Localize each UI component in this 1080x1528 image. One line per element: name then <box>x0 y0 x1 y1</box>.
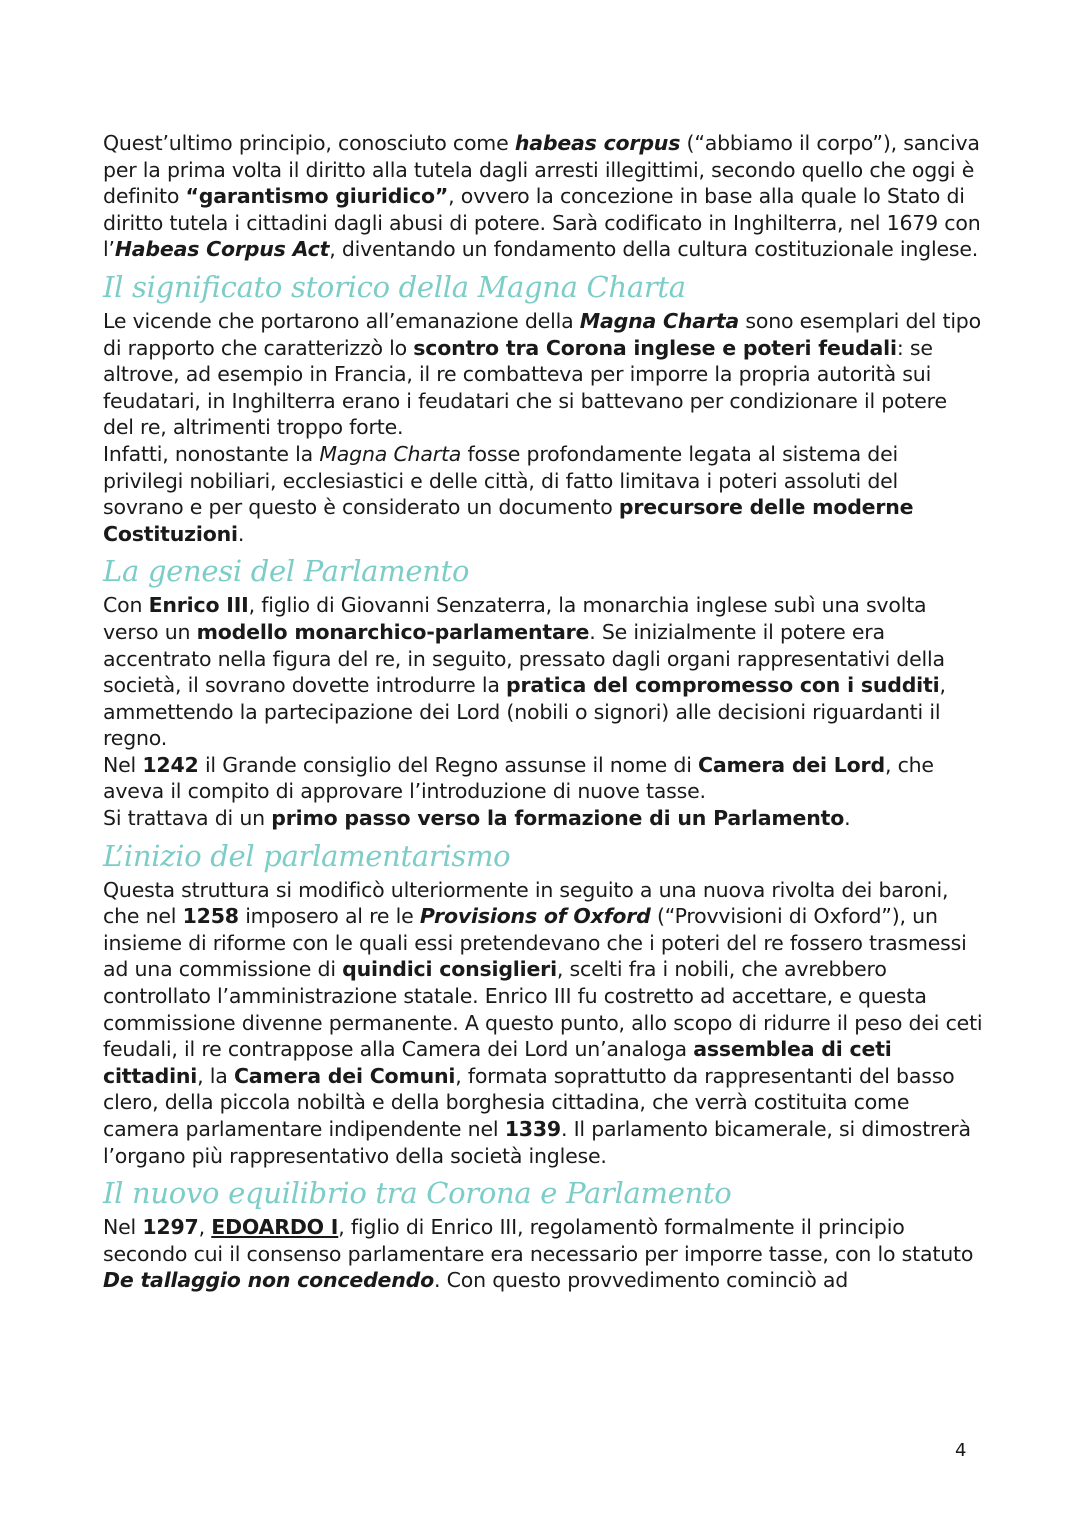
paragraph-primo-passo: Si trattava di un primo passo verso la formazione di un Parlamento. <box>103 806 851 831</box>
heading-genesi-parlamento: La genesi del Parlamento <box>103 554 470 589</box>
paragraph-1242: Nel 1242 il Grande consiglio del Regno assunse il nome di Camera dei Lord, che aveva il compito di approvare l’introduzione di nuove tasse. <box>103 752 934 804</box>
heading-nuovo-equilibrio: Il nuovo equilibrio tra Corona e Parlamento <box>103 1176 732 1211</box>
heading-inizio-parlamentarismo: L’inizio del parlamentarismo <box>103 838 511 873</box>
paragraph-habeas-corpus: Quest’ultimo principio, conosciuto come habeas corpus (“abbiamo il corpo”), sanciva per la prima volta il diritto alla tutela dagli arresti illegittimi, secondo quello che oggi è definito “garantismo giuridico”, ovvero la concezione in base alla quale lo Stato di diritto tutela i cittadini dagli abusi di potere. Sarà codificato in Inghilterra, nel 1679 con l’Habeas Corpus Act, diventando un fondamento della cultura costituzionale inglese. <box>103 131 981 262</box>
paragraph-enrico-iii: Con Enrico III, figlio di Giovanni Senzaterra, la monarchia inglese subì una svolta verso un modello monarchico-parlamentare. Se inizialmente il potere era accentrato nella figura del re, in seguito, pressato dagli organi rappresentativi della società, il sovrano dovette introdurre la pratica del compromesso con i sudditi, ammettendo la partecipazione dei Lord (nobili o signori) alle decisioni riguardanti il regno. <box>103 593 946 751</box>
page-content <box>103 130 983 1294</box>
paragraph-struttura: Questa struttura si modificò ulteriormente in seguito a una nuova rivolta dei baroni, che nel 1258 imposero al re le Provisions of Oxford (“Provvisioni di Oxford”), un insieme di riforme con le quali essi pretendevano che i poteri del re fossero trasmessi ad una commissione di quindici consiglieri, scelti fra i nobili, che avrebbero controllato l’amministrazione statale. Enrico III fu costretto ad accettare, e questa commissione divenne permanente. A questo punto, allo scopo di ridurre il peso dei ceti feudali, il re contrappose alla Camera dei Lord un’analoga assemblea di ceti cittadini, la Camera dei Comuni, formata soprattutto da rappresentanti del basso clero, della piccola nobiltà e della borghesia cittadina, che verrà costituita come camera parlamentare indipendente nel 1339. Il parlamento bicamerale, si dimostrerà l’organo più rappresentativo della società inglese. <box>103 877 983 1168</box>
paragraph-vicende: Le vicende che portarono all’emanazione della Magna Charta sono esemplari del tipo di rapporto che caratterizzò lo scontro tra Corona inglese e poteri feudali: se altrove, ad esempio in Francia, il re combatteva per imporre la propria autorità sui feudatari, in Inghilterra erano i feudatari che si battevano per condizionare il potere del re, altrimenti troppo forte. <box>103 308 981 440</box>
page-number: 4 <box>955 1440 967 1461</box>
paragraph-infatti: Infatti, nonostante la Magna Charta fosse profondamente legata al sistema dei privilegi nobiliari, ecclesiastici e delle città, di fatto limitava i poteri assoluti del sovrano e per questo è considerato un documento precursore delle moderne Costituzioni. <box>103 441 914 546</box>
paragraph-1297: Nel 1297, EDOARDO I, figlio di Enrico III, regolamentò formalmente il principio secondo cui il consenso parlamentare era necessario per imporre tasse, con lo statuto De tallaggio non concedendo. Con questo provvedimento cominciò ad <box>103 1215 974 1293</box>
heading-significato-storico: Il significato storico della Magna Charta <box>103 269 686 304</box>
